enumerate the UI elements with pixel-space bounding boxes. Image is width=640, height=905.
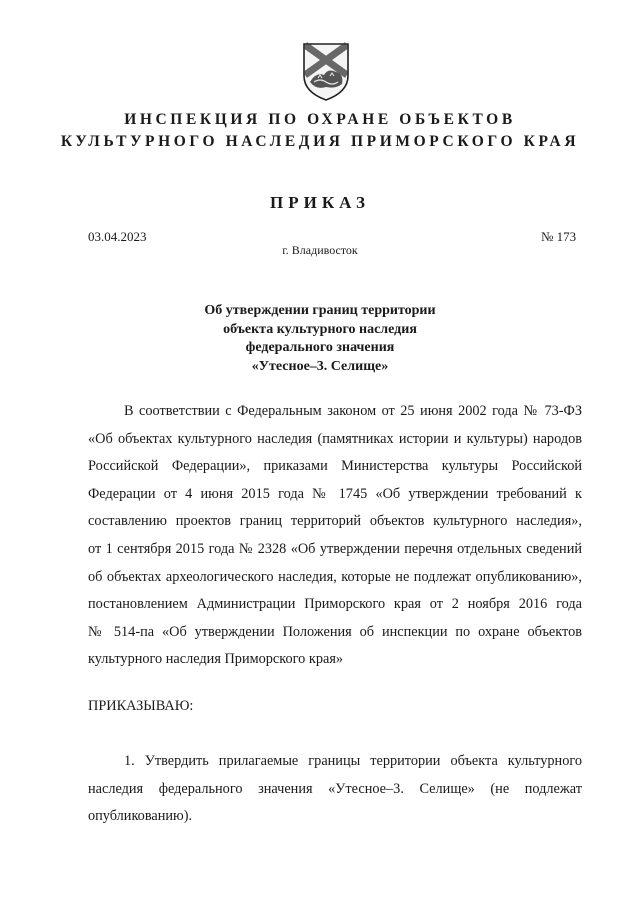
paragraph-line: культурного наследия Приморского края» [88, 651, 344, 668]
paragraph-line: «Об объектах культурного наследия (памятниках истории и культуры) народов [88, 430, 582, 447]
agency-name-line1: ИНСПЕКЦИЯ ПО ОХРАНЕ ОБЪЕКТОВ [124, 111, 516, 128]
subject-line: объекта культурного наследия [223, 321, 417, 337]
document-date: 03.04.2023 [88, 229, 147, 244]
order-word: ПРИКАЗЫВАЮ: [88, 698, 194, 714]
document-subject [0, 302, 640, 376]
paragraph-line: от 1 сентября 2015 года № 2328 «Об утверждении перечня отдельных сведений [88, 540, 582, 557]
subject-line: Об утверждении границ территории [204, 303, 436, 318]
agency-name-line2: КУЛЬТУРНОГО НАСЛЕДИЯ ПРИМОРСКОГО КРАЯ [60, 133, 580, 150]
order-item-1 [88, 748, 582, 831]
item-line: опубликованию). [88, 808, 193, 825]
paragraph-line: № 514-па «Об утверждении Положения об инспекции по охране объектов [88, 623, 582, 640]
document-number: № 173 [541, 229, 577, 244]
subject-line: федерального значения [245, 340, 395, 355]
paragraph-line: постановлением Администрации Приморского края от 2 ноября 2016 года [88, 596, 582, 613]
subject-line: «Утесное–3. Селище» [251, 358, 389, 374]
paragraph-line: В соответствии с Федеральным законом от 25 июня 2002 года № 73-ФЗ [124, 403, 582, 419]
paragraph-line: Российской Федерации», приказами Министерства культуры Российской [88, 458, 582, 475]
paragraph-line: Федерации от 4 июня 2015 года № 1745 «Об утверждении требований к [88, 485, 582, 502]
document-type-title: ПРИКАЗ [270, 193, 370, 212]
paragraph-line: об объектах археологического наследия, которые не подлежат опубликованию», [88, 568, 582, 585]
paragraph-line: составлению проектов границ территорий объектов культурного наследия», [88, 513, 582, 530]
document-city: г. Владивосток [282, 243, 358, 257]
item-line: наследия федерального значения «Утесное–3. Селище» (не подлежат [88, 780, 582, 797]
preamble-paragraph [88, 398, 582, 674]
item-line: 1. Утвердить прилагаемые границы территории объекта культурного [124, 753, 582, 769]
coat-of-arms-emblem [300, 42, 352, 102]
